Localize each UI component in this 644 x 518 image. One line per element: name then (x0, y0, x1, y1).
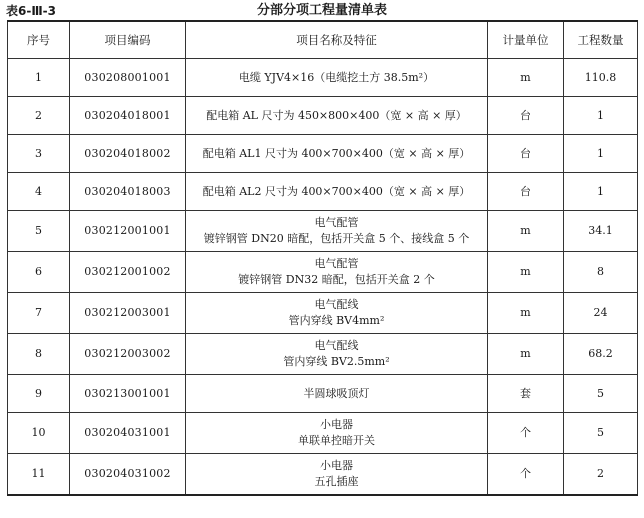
cell-item-code: 030204018002 (70, 135, 186, 173)
item-name-line: 单联单控暗开关 (298, 434, 375, 447)
item-name-line: 电气配管 (314, 216, 359, 229)
col-header-item-name: 项目名称及特征 (186, 21, 488, 59)
col-header-quantity: 工程数量 (564, 21, 638, 59)
cell-unit: 台 (488, 97, 564, 135)
item-name-line: 镀锌钢管 DN20 暗配，包括开关盒 5 个、接线盒 5 个 (203, 232, 470, 245)
cell-quantity: 1 (564, 97, 638, 135)
cell-item-name (186, 293, 488, 334)
cell-item-name (186, 135, 488, 173)
cell-quantity: 8 (564, 252, 638, 293)
item-name-line: 五孔插座 (314, 475, 359, 488)
table-header (0, 2, 644, 20)
cell-unit: m (488, 252, 564, 293)
item-name-line: 电缆 YJV4×16（电缆挖土方 38.5m²） (238, 70, 435, 84)
bill-of-quantities-table (7, 20, 638, 496)
col-header-item-code: 项目编码 (70, 21, 186, 59)
table-row (8, 211, 638, 252)
cell-item-name (186, 173, 488, 211)
table-row (8, 135, 638, 173)
item-name-line: 半圆球吸顶灯 (303, 386, 370, 400)
cell-item-code: 030204018001 (70, 97, 186, 135)
cell-serial-no: 2 (8, 97, 70, 135)
cell-unit: 套 (488, 375, 564, 413)
table-row (8, 59, 638, 97)
cell-quantity: 34.1 (564, 211, 638, 252)
table-row (8, 293, 638, 334)
cell-serial-no: 9 (8, 375, 70, 413)
cell-item-code: 030204018003 (70, 173, 186, 211)
cell-serial-no: 4 (8, 173, 70, 211)
cell-serial-no: 7 (8, 293, 70, 334)
table-header-row (8, 21, 638, 59)
item-name-line: 电气配线 (314, 298, 359, 311)
cell-unit: m (488, 293, 564, 334)
cell-item-name (186, 454, 488, 496)
cell-item-name (186, 59, 488, 97)
cell-serial-no: 1 (8, 59, 70, 97)
cell-item-name (186, 97, 488, 135)
cell-serial-no: 3 (8, 135, 70, 173)
cell-serial-no: 5 (8, 211, 70, 252)
item-name-line: 管内穿线 BV4mm² (288, 314, 385, 327)
cell-unit: 个 (488, 454, 564, 496)
cell-item-code: 030212001002 (70, 252, 186, 293)
cell-item-code: 030208001001 (70, 59, 186, 97)
col-header-unit: 计量单位 (488, 21, 564, 59)
cell-unit: 台 (488, 173, 564, 211)
table-row (8, 454, 638, 496)
cell-item-code: 030213001001 (70, 375, 186, 413)
table-row (8, 252, 638, 293)
cell-unit: 个 (488, 413, 564, 454)
table-row (8, 97, 638, 135)
cell-serial-no: 11 (8, 454, 70, 496)
item-name-line: 配电箱 AL2 尺寸为 400×700×400（宽 × 高 × 厚） (202, 184, 471, 198)
cell-item-code: 030204031002 (70, 454, 186, 496)
cell-unit: m (488, 334, 564, 375)
cell-quantity: 1 (564, 173, 638, 211)
cell-quantity: 1 (564, 135, 638, 173)
item-name-line: 配电箱 AL 尺寸为 450×800×400（宽 × 高 × 厚） (206, 108, 467, 122)
cell-item-name (186, 334, 488, 375)
cell-item-code: 030212003001 (70, 293, 186, 334)
item-name-line: 镀锌钢管 DN32 暗配，包括开关盒 2 个 (238, 273, 435, 286)
cell-item-name (186, 413, 488, 454)
cell-quantity: 2 (564, 454, 638, 496)
cell-item-name (186, 211, 488, 252)
cell-serial-no: 8 (8, 334, 70, 375)
cell-quantity: 110.8 (564, 59, 638, 97)
table-title: 分部分项工程量清单表 (256, 3, 387, 18)
cell-serial-no: 6 (8, 252, 70, 293)
cell-serial-no: 10 (8, 413, 70, 454)
item-name-line: 管内穿线 BV2.5mm² (283, 355, 390, 368)
cell-quantity: 68.2 (564, 334, 638, 375)
cell-quantity: 5 (564, 375, 638, 413)
cell-quantity: 5 (564, 413, 638, 454)
cell-unit: m (488, 59, 564, 97)
col-header-serial-no: 序号 (8, 21, 70, 59)
cell-item-name (186, 375, 488, 413)
table-row (8, 173, 638, 211)
cell-item-code: 030212003002 (70, 334, 186, 375)
table-row (8, 375, 638, 413)
table-row (8, 413, 638, 454)
cell-item-code: 030212001001 (70, 211, 186, 252)
cell-quantity: 24 (564, 293, 638, 334)
cell-unit: 台 (488, 135, 564, 173)
item-name-line: 小电器 (320, 459, 353, 472)
item-name-line: 电气配管 (314, 257, 359, 270)
cell-item-code: 030204031001 (70, 413, 186, 454)
item-name-line: 配电箱 AL1 尺寸为 400×700×400（宽 × 高 × 厚） (202, 146, 471, 160)
item-name-line: 电气配线 (314, 339, 359, 352)
table-row (8, 334, 638, 375)
table-number: 表6-Ⅲ-3 (6, 4, 57, 18)
item-name-line: 小电器 (320, 418, 353, 431)
cell-unit: m (488, 211, 564, 252)
cell-item-name (186, 252, 488, 293)
